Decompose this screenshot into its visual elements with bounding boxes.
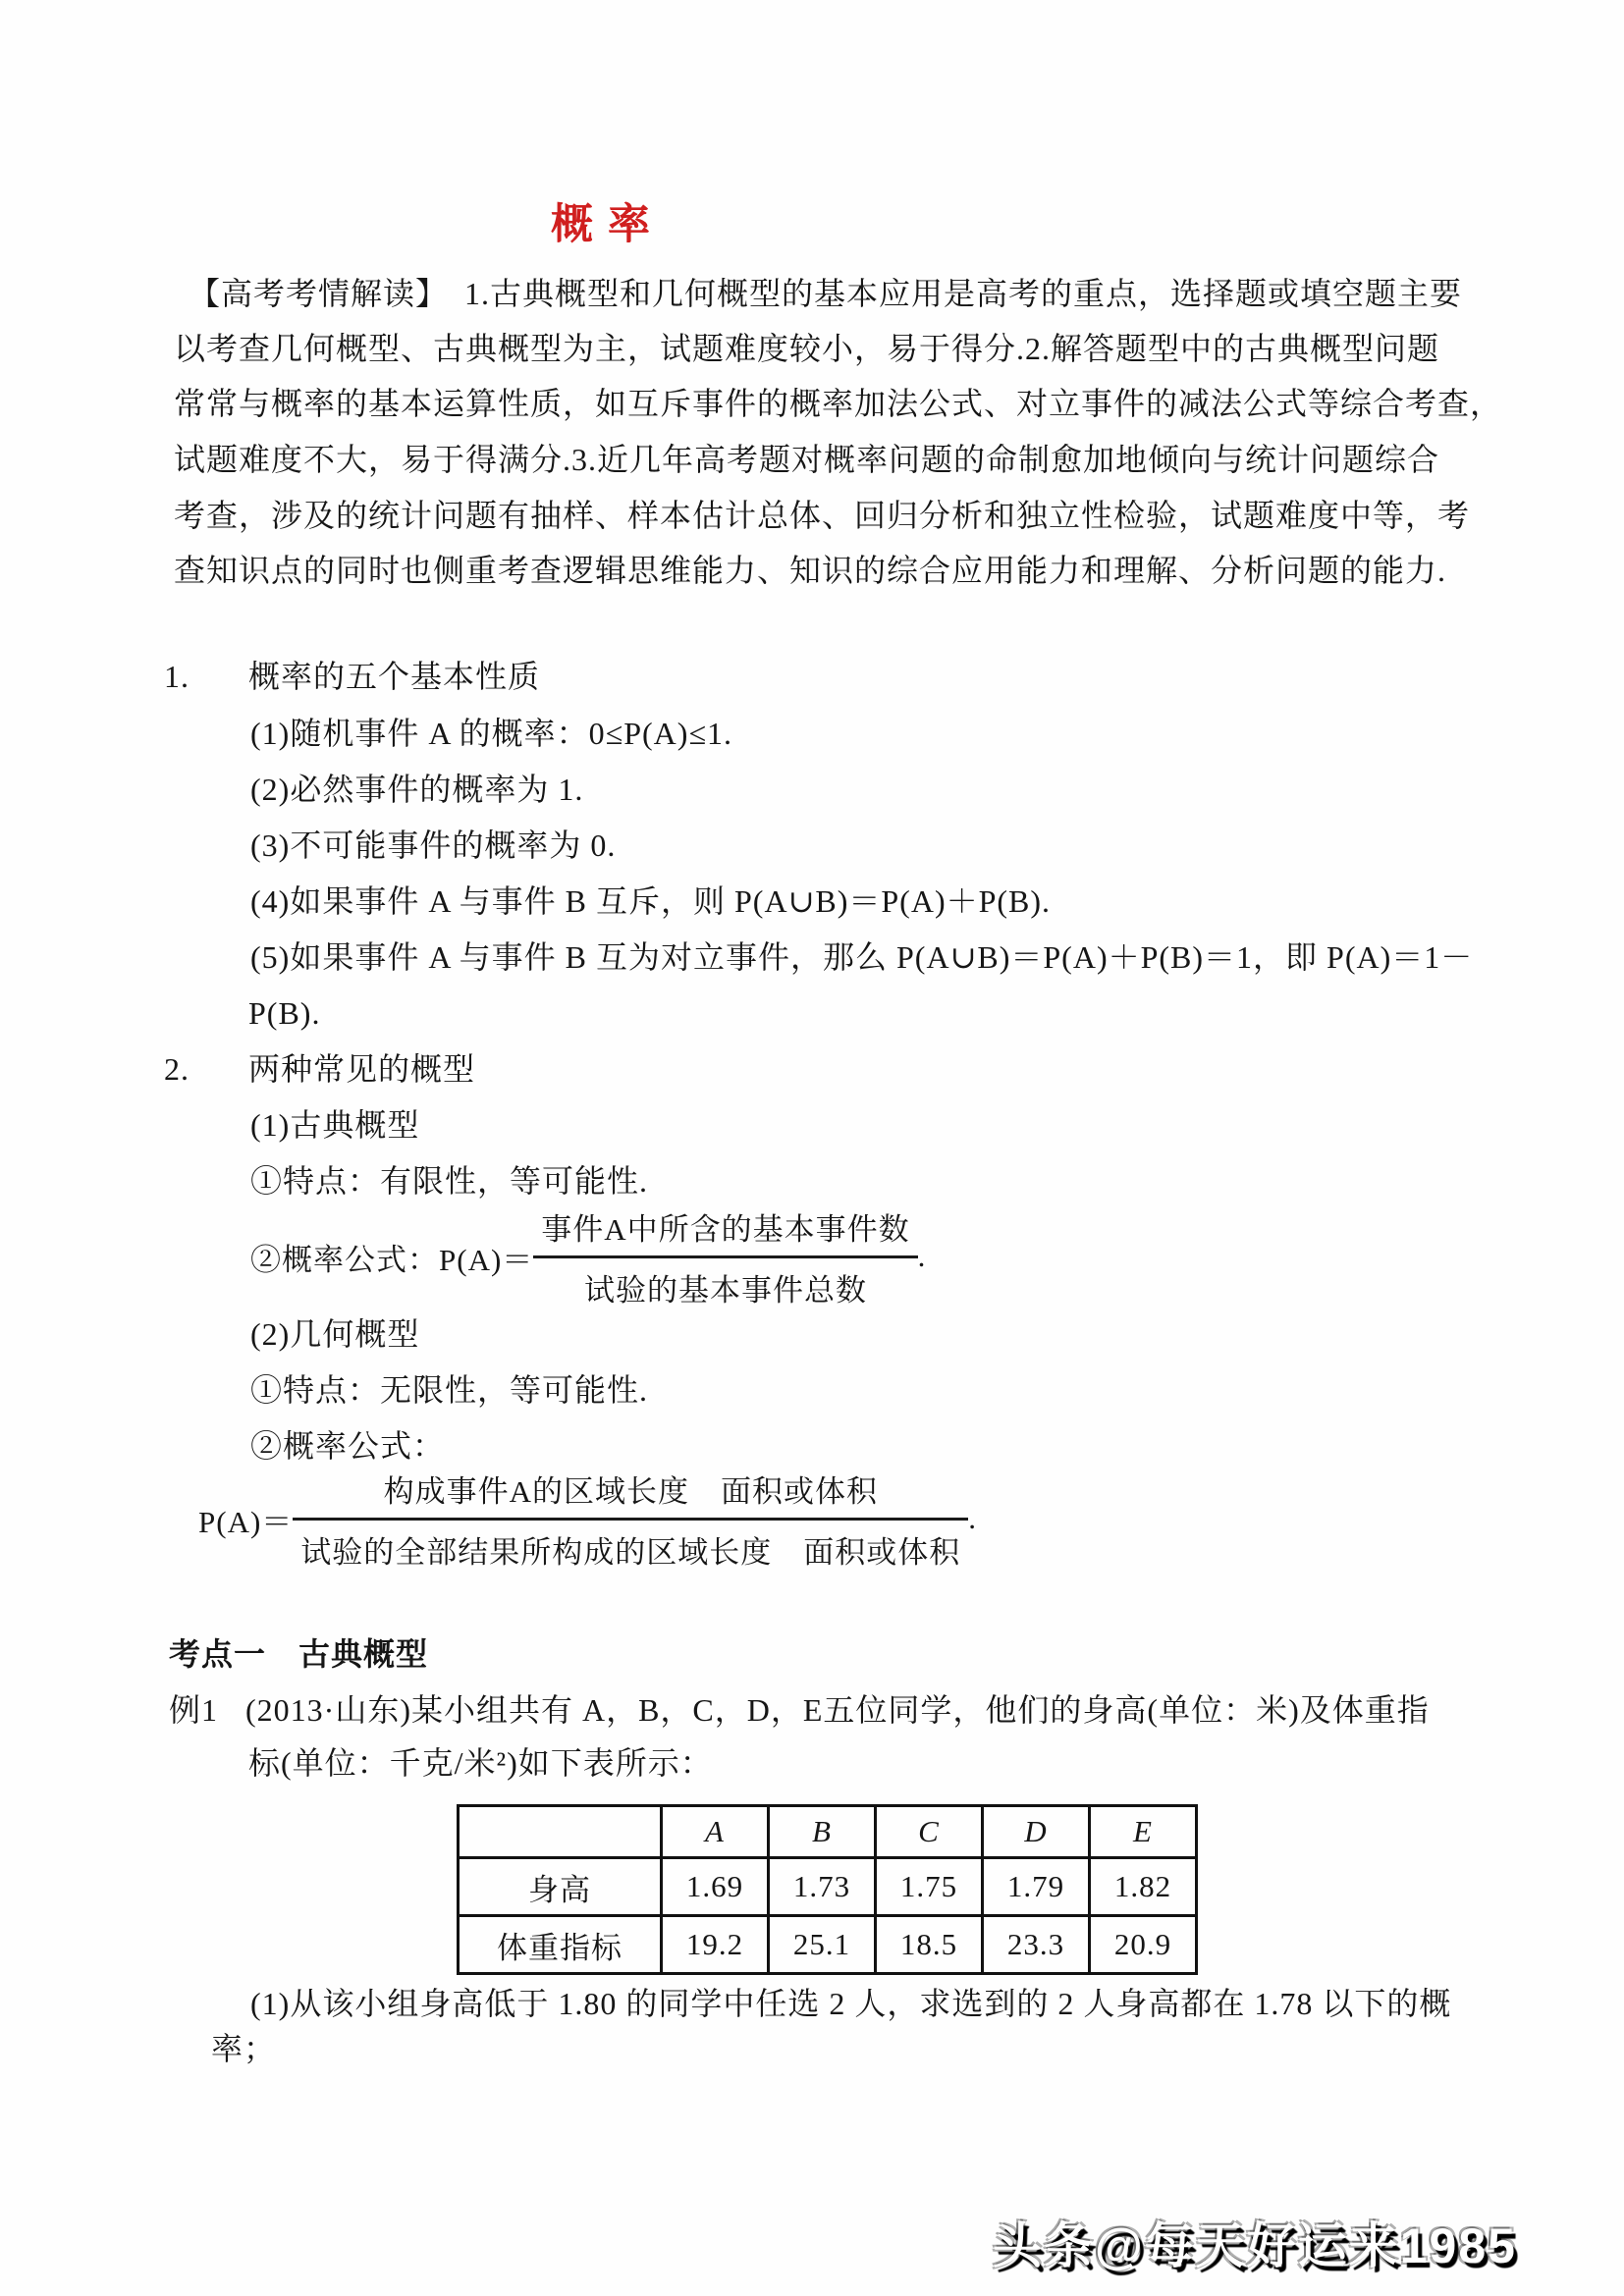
intro-line: 以考查几何概型、古典概型为主，试题难度较小，易于得分.2.解答题型中的古典概型问题 <box>174 331 1440 366</box>
fraction-denominator: 试验的全部结果所构成的区域长度 面积或体积 <box>293 1518 968 1572</box>
table-cell: 25.1 <box>769 1916 876 1974</box>
section-title: 两种常见的概型 <box>248 1051 476 1087</box>
table-header-cell: D <box>983 1806 1090 1858</box>
list-item: (5)如果事件 A 与事件 B 互为对立事件，那么 P(A∪B)＝P(A)＋P(B)＝1，即 P(A)＝1－ <box>250 939 1474 975</box>
table-header-cell: B <box>769 1806 876 1858</box>
table-header-cell: C <box>876 1806 983 1858</box>
data-table <box>457 1804 1198 1975</box>
geometric-label: (2)几何概型 <box>250 1316 420 1352</box>
example-tag: 例1 <box>169 1692 219 1728</box>
table-row-label: 身高 <box>459 1858 662 1916</box>
table-header-row <box>459 1806 1197 1858</box>
table-row <box>459 1858 1197 1916</box>
fraction <box>293 1467 968 1572</box>
table-cell: 1.75 <box>876 1858 983 1916</box>
section-title: 概率的五个基本性质 <box>248 659 541 694</box>
example-line-1 <box>169 1691 1430 1729</box>
table-cell: 1.82 <box>1090 1858 1197 1916</box>
list-item: (3)不可能事件的概率为 0. <box>250 828 617 863</box>
table-row-label: 体重指标 <box>459 1916 662 1974</box>
list-item: (2)必然事件的概率为 1. <box>250 772 584 807</box>
intro-line: 【高考考情解读】 1.古典概型和几何概型的基本应用是高考的重点，选择题或填空题主要 <box>189 276 1463 311</box>
table-cell: 20.9 <box>1090 1916 1197 1974</box>
section-number: 2. <box>164 1051 189 1087</box>
table-cell: 1.69 <box>662 1858 769 1916</box>
table-header-cell: A <box>662 1806 769 1858</box>
fraction-numerator: 构成事件A的区域长度 面积或体积 <box>383 1473 878 1509</box>
fraction-denominator: 试验的基本事件总数 <box>533 1255 917 1309</box>
formula-label: ②概率公式： <box>250 1428 446 1464</box>
classical-feature: ①特点：有限性，等可能性. <box>250 1163 649 1199</box>
formula-period: . <box>917 1239 927 1273</box>
formula-lhs: P(A)＝ <box>439 1242 534 1277</box>
question-line-1: (1)从该小组身高低于 1.80 的同学中任选 2 人，求选到的 2 人身高都在 1.78 以下的概 <box>250 1986 1452 2021</box>
formula-period: . <box>968 1501 978 1535</box>
kaodian-heading: 考点一 古典概型 <box>169 1636 429 1672</box>
table-cell: 19.2 <box>662 1916 769 1974</box>
geometric-feature: ①特点：无限性，等可能性. <box>250 1372 649 1408</box>
list-item: (4)如果事件 A 与事件 B 互斥，则 P(A∪B)＝P(A)＋P(B). <box>250 883 1052 919</box>
table-row <box>459 1916 1197 1974</box>
page-title: 概率 <box>551 202 665 248</box>
table-cell: 1.79 <box>983 1858 1090 1916</box>
intro-line: 常常与概率的基本运算性质，如互斥事件的概率加法公式、对立事件的减法公式等综合考查， <box>174 386 1503 421</box>
fraction-numerator: 事件A中所含的基本事件数 <box>541 1211 910 1247</box>
table-cell: 18.5 <box>876 1916 983 1974</box>
intro-line: 考查，涉及的统计问题有抽样、样本估计总体、回归分析和独立性检验，试题难度中等，考 <box>174 498 1471 533</box>
watermark-text: 头条@每天好运来1985 <box>993 2218 1517 2273</box>
section-number: 1. <box>164 659 189 694</box>
formula-lhs: P(A)＝ <box>198 1504 294 1539</box>
classical-label: (1)古典概型 <box>250 1107 420 1143</box>
geometric-formula <box>198 1473 978 1570</box>
example-text: (2013·山东)某小组共有 A，B，C，D，E五位同学，他们的身高(单位：米)及体重指 <box>245 1692 1430 1728</box>
table-cell: 1.73 <box>769 1858 876 1916</box>
table-cell: 23.3 <box>983 1916 1090 1974</box>
table-header-cell <box>459 1806 662 1858</box>
list-item: (1)随机事件 A 的概率：0≤P(A)≤1. <box>250 716 733 751</box>
table-header-cell: E <box>1090 1806 1197 1858</box>
section-2-heading <box>164 1050 475 1088</box>
section-1-heading <box>164 658 540 695</box>
fraction <box>533 1204 917 1309</box>
example-line-2: 标(单位：千克/米²)如下表所示： <box>248 1745 713 1781</box>
list-item-continuation: P(B). <box>248 995 321 1031</box>
intro-line: 查知识点的同时也侧重考查逻辑思维能力、知识的综合应用能力和理解、分析问题的能力. <box>174 553 1447 588</box>
question-line-2: 率； <box>211 2031 277 2066</box>
intro-line: 试题难度不大，易于得满分.3.近几年高考题对概率问题的命制愈加地倾向与统计问题综合 <box>174 442 1440 477</box>
formula-label: ②概率公式： <box>250 1242 439 1277</box>
classical-formula <box>250 1211 927 1308</box>
